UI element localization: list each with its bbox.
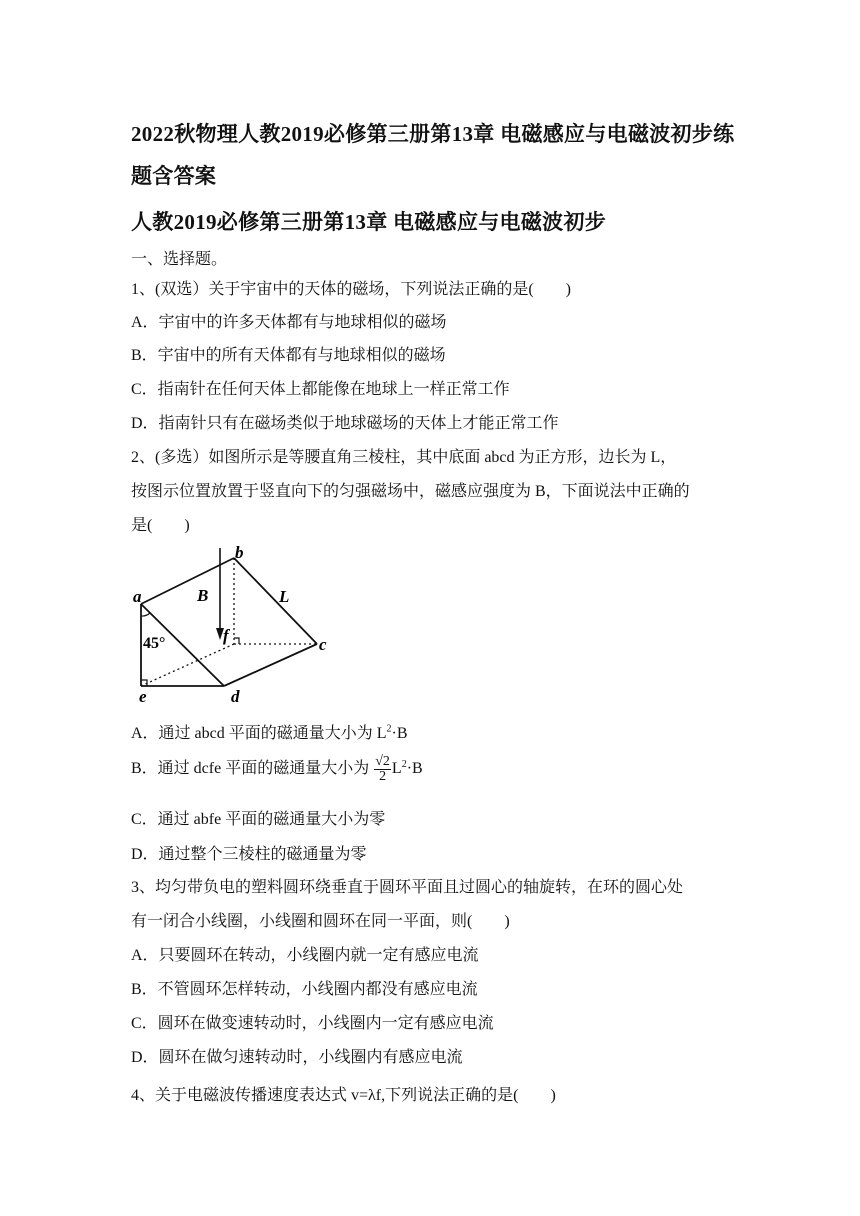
q3-stem-line2: 有一闭合小线圈，小线圈和圆环在同一平面，则( ) bbox=[131, 913, 510, 930]
q2-stem-line2: 按图示位置放置于竖直向下的匀强磁场中，磁感应强度为 B，下面说法中正确的 bbox=[131, 483, 690, 500]
q2-option-a-tail: ·B bbox=[391, 725, 408, 742]
section-heading: 一、选择题。 bbox=[131, 251, 228, 268]
q3-stem-line1: 3、均匀带负电的塑料圆环绕垂直于圆环平面且过圆心的轴旋转，在环的圆心处 bbox=[131, 879, 684, 896]
q2-stem-line1: 2、(多选）如图所示是等腰直角三棱柱，其中底面 abcd 为正方形，边长为 L， bbox=[131, 449, 677, 466]
q2-option-c: C．通过 abfe 平面的磁通量大小为零 bbox=[131, 811, 386, 828]
fraction-numerator: √2 bbox=[375, 754, 390, 769]
label-d: d bbox=[231, 687, 240, 706]
q2-option-b-l: L bbox=[391, 760, 402, 778]
q2-option-a bbox=[131, 720, 408, 743]
label-angle: 45° bbox=[143, 635, 166, 652]
prism-figure bbox=[131, 544, 341, 706]
q2-stem-line3: 是( ) bbox=[131, 517, 190, 534]
q3-option-a: A．只要圆环在转动，小线圈内就一定有感应电流 bbox=[131, 947, 479, 964]
q1-option-b: B．宇宙中的所有天体都有与地球相似的磁场 bbox=[131, 347, 446, 364]
label-field-b: B bbox=[197, 586, 209, 605]
q2-option-a-exponent: 2 bbox=[386, 723, 392, 735]
q2-option-d: D．通过整个三棱柱的磁通量为零 bbox=[131, 846, 367, 863]
q2-option-b-fraction bbox=[374, 755, 391, 784]
q3-option-b: B．不管圆环怎样转动，小线圈内都没有感应电流 bbox=[131, 981, 478, 998]
doc-title-line2: 题含答案 bbox=[131, 164, 217, 188]
q1-stem: 1、(双选）关于宇宙中的天体的磁场，下列说法正确的是( ) bbox=[131, 281, 571, 298]
doc-title-line1: 2022秋物理人教2019必修第三册第13章 电磁感应与电磁波初步练 bbox=[131, 122, 735, 146]
q2-option-b-tail: ·B bbox=[406, 760, 423, 778]
label-c: c bbox=[319, 635, 327, 654]
q3-option-d: D．圆环在做匀速转动时，小线圈内有感应电流 bbox=[131, 1049, 463, 1066]
q1-option-c: C．指南针在任何天体上都能像在地球上一样正常工作 bbox=[131, 381, 510, 398]
label-length-l: L bbox=[279, 587, 290, 606]
fraction-denominator: 2 bbox=[379, 769, 387, 784]
q2-option-b-text: B．通过 dcfe 平面的磁通量大小为 bbox=[131, 760, 370, 778]
q2-option-b bbox=[131, 755, 423, 784]
doc-subtitle: 人教2019必修第三册第13章 电磁感应与电磁波初步 bbox=[131, 210, 607, 234]
label-f: f bbox=[223, 626, 229, 645]
q4-stem: 4、关于电磁波传播速度表达式 v=λf,下列说法正确的是( ) bbox=[131, 1087, 556, 1104]
label-b: b bbox=[235, 544, 244, 562]
q3-option-c: C．圆环在做变速转动时，小线圈内一定有感应电流 bbox=[131, 1015, 494, 1032]
q1-option-a: A．宇宙中的许多天体都有与地球相似的磁场 bbox=[131, 314, 447, 331]
label-a: a bbox=[133, 587, 142, 606]
q2-option-a-text: A．通过 abcd 平面的磁通量大小为 L bbox=[131, 725, 387, 742]
q1-option-d: D．指南针只有在磁场类似于地球磁场的天体上才能正常工作 bbox=[131, 415, 559, 432]
label-e: e bbox=[139, 687, 147, 706]
q2-option-b-exponent: 2 bbox=[401, 758, 407, 770]
